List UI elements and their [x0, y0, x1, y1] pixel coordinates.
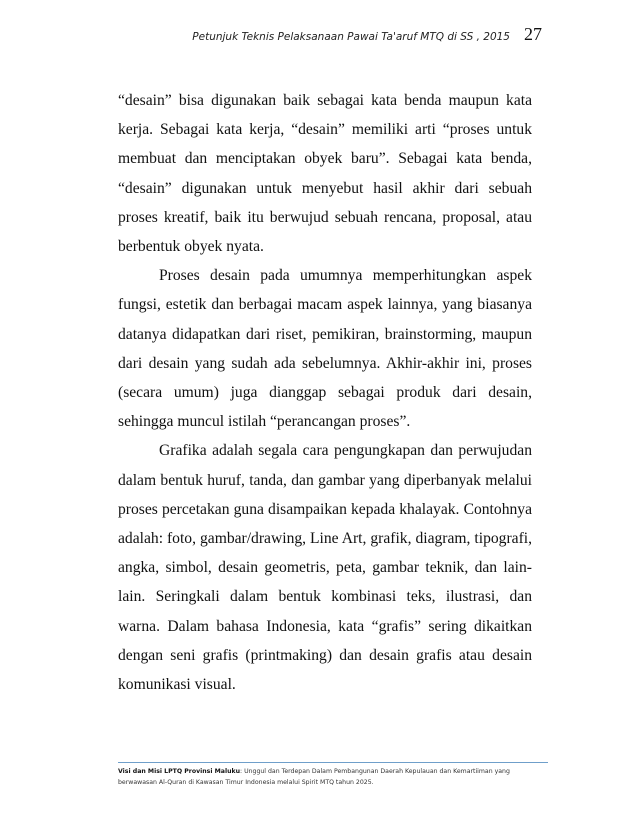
page-header: [96, 24, 542, 54]
footer-label: Visi dan Misi LPTQ Provinsi Maluku: [118, 768, 241, 775]
footer-text: : Unggul dan Terdepan Dalam Pembangunan Daerah Kepulauan dan Kemartiiman yang berwawasan Al-Quran di Kawasan Timur Indonesia melalui Spirit MTQ tahun 2025.: [118, 768, 510, 786]
paragraph-2: Proses desain pada umumnya memperhitungkan aspek fungsi, estetik dan berbagai macam aspek lainnya, yang biasanya datanya didapatkan dari riset, pemikiran, brainstorming, maupun dari desain yang sudah ada sebelumnya. Akhir-akhir ini, proses (secara umum) juga dianggap sebagai produk dari desain, sehingga muncul istilah “perancangan proses”.: [118, 267, 532, 431]
body-text: [118, 86, 532, 699]
header-title: Petunjuk Teknis Pelaksanaan Pawai Ta'aruf MTQ di SS , 2015: [192, 31, 510, 43]
page-footer: [118, 766, 548, 788]
paragraph-1: “desain” bisa digunakan baik sebagai kata benda maupun kata kerja. Sebagai kata kerja, “desain” memiliki arti “proses untuk membuat dan menciptakan obyek baru”. Sebagai kata benda, “desain” digunakan untuk menyebut hasil akhir dari sebuah proses kreatif, baik itu berwujud sebuah rencana, proposal, atau berbentuk obyek nyata.: [118, 92, 532, 256]
footer-divider: [118, 762, 548, 763]
page-number: 27: [524, 24, 542, 44]
paragraph-3: Grafika adalah segala cara pengungkapan dan perwujudan dalam bentuk huruf, tanda, dan gambar yang diperbanyak melalui proses percetakan guna disampaikan kepada khalayak. Contohnya adalah: foto, gambar/drawing, Line Art, grafik, diagram, tipografi, angka, simbol, desain geometris, peta, gambar teknik, dan lain-lain. Seringkali dalam bentuk kombinasi teks, ilustrasi, dan warna. Dalam bahasa Indonesia, kata “grafis” sering dikaitkan dengan seni grafis (printmaking) dan desain grafis atau desain komunikasi visual.: [118, 442, 532, 694]
